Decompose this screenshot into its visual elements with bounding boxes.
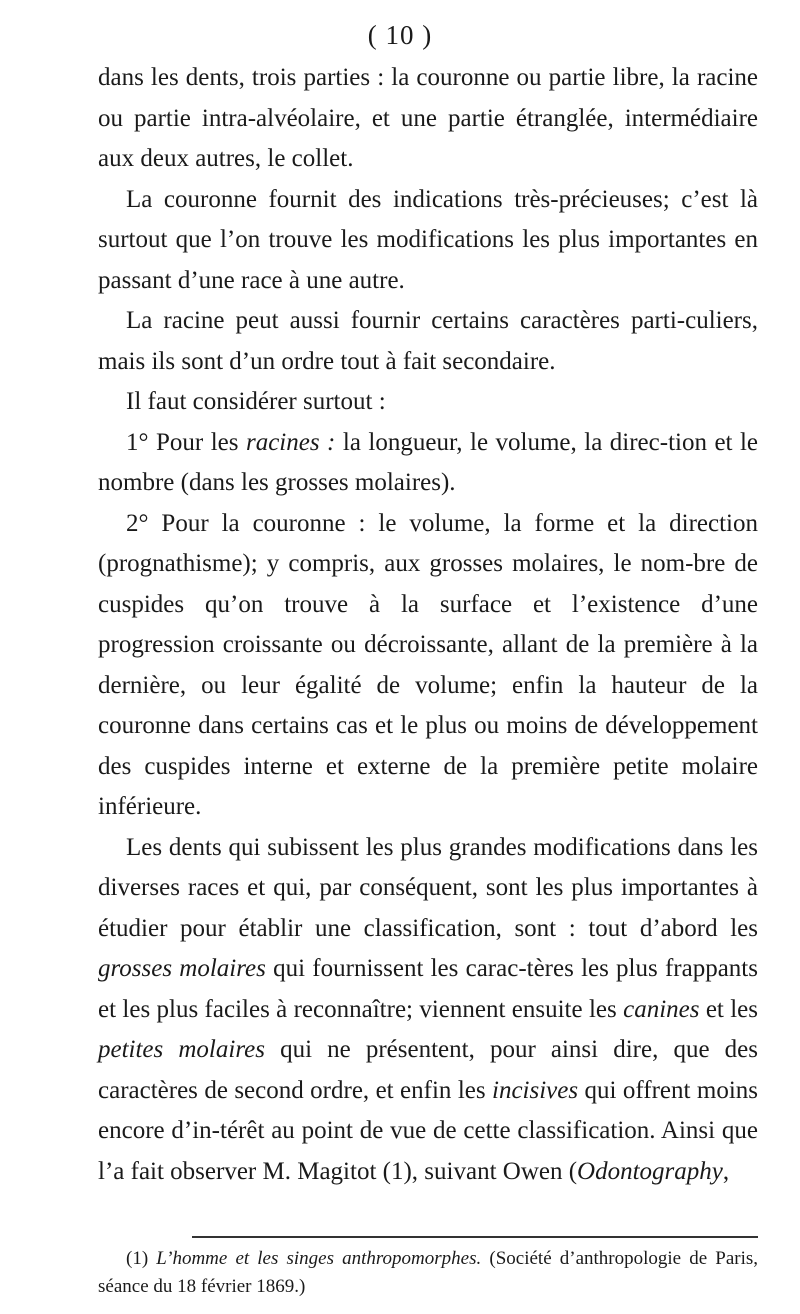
body-text	[98, 58, 758, 1192]
footnote	[98, 1245, 758, 1301]
paragraph	[98, 423, 758, 504]
italic-text: Odontography	[577, 1157, 723, 1185]
italic-text: incisives	[492, 1076, 579, 1104]
text-run: la longueur, le volume, la direc-tion et le nombre (dans les grosses molaires).	[98, 428, 759, 496]
text-run: 1° Pour les	[126, 428, 246, 456]
text-run: Les dents qui subissent les plus grandes modifications dans les diverses races et qui, par conséquent, sont les plus importantes à étudier pour établir une classification, sont : tout d’abord les	[98, 833, 758, 942]
paragraph	[98, 382, 758, 423]
paragraph	[98, 301, 758, 382]
italic-text: petites molaires	[98, 1036, 265, 1063]
text-run: 2° Pour la couronne : le volume, la forme et la direction (prognathisme); y compris, aux grosses molaires, le nom-bre de cuspides qu’on trouve à la surface et l’existence d’une progression croissante ou décroissante, allant de la première à la dernière, ou leur égalité de volume; enfin la hauteur de la couronne dans certains cas et le plus ou moins de développement des cuspides interne et externe de la première petite molaire inférieure.	[98, 509, 758, 820]
paragraph	[98, 180, 758, 302]
italic-text: grosses molaires	[98, 955, 266, 982]
text-run: ,	[722, 1157, 730, 1185]
text-run: (Société d’anthropologie de Paris, séance du 18 février 1869.)	[98, 1248, 759, 1297]
text-run: (1)	[126, 1248, 157, 1269]
footnote-divider	[192, 1236, 758, 1238]
text-run: dans les dents, trois parties : la couronne ou partie libre, la racine ou partie intra-alvéolaire, et une partie étranglée, intermédiaire aux deux autres, le collet.	[98, 64, 758, 172]
text-run: Il faut considérer surtout :	[126, 388, 386, 415]
italic-text: racines :	[245, 428, 336, 456]
italic-text: canines	[623, 995, 700, 1023]
italic-text: L’homme et les singes anthropomorphes.	[156, 1248, 482, 1269]
page-number: ( 10 )	[367, 20, 433, 50]
paragraph	[98, 58, 758, 180]
text-run: qui fournissent les carac-tères les plus frappants et les plus faciles à reconnaître; viennent ensuite les	[98, 955, 758, 1023]
text-run: La racine peut aussi fournir certains caractères parti-culiers, mais ils sont d’un ordre tout à fait secondaire.	[98, 307, 758, 375]
text-run: qui ne présentent, pour ainsi dire, que des caractères de second ordre, et enfin les	[98, 1036, 758, 1104]
text-run: et les	[699, 995, 758, 1023]
text-run: La couronne fournit des indications très-précieuses; c’est là surtout que l’on trouve les modifications les plus importantes en passant d’une race à une autre.	[98, 185, 758, 294]
text-run: qui offrent moins encore d’in-térêt au point de vue de cette classification. Ainsi que l’a fait observer M. Magitot (1), suivant Owen (	[98, 1076, 758, 1185]
paragraph	[98, 504, 758, 828]
footnote-text	[98, 1245, 758, 1301]
paragraph	[98, 828, 758, 1193]
